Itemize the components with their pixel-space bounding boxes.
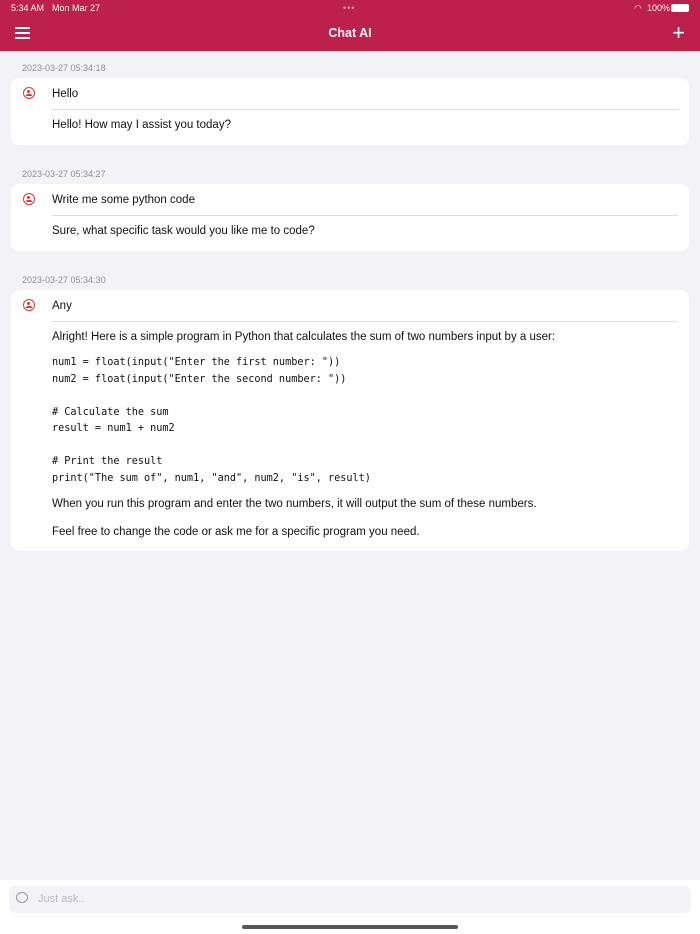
- ai-response-intro: Alright! Here is a simple program in Python that calculates the sum of two numbers input by a user:: [52, 331, 556, 343]
- user-message: Write me some python code: [52, 194, 195, 206]
- multitask-dots-icon[interactable]: •••: [343, 3, 356, 13]
- user-message: Hello: [52, 88, 79, 100]
- home-indicator[interactable]: [242, 925, 458, 929]
- user-message: Any: [52, 300, 72, 312]
- battery-level: 100%: [647, 3, 671, 13]
- new-chat-button[interactable]: +: [672, 20, 685, 45]
- message-timestamp: 2023-03-27 05:34:27: [22, 169, 106, 179]
- user-icon: [23, 299, 35, 311]
- battery-icon: [671, 4, 689, 12]
- ai-response-explanation: When you run this program and enter the two numbers, it will output the sum of these numbers.: [52, 498, 537, 510]
- ask-input-placeholder: Just ask..: [38, 893, 85, 905]
- ask-input[interactable]: [9, 886, 691, 913]
- page-title: Chat AI: [328, 26, 372, 40]
- status-time: 5:34 AM: [11, 3, 45, 13]
- user-icon: [23, 87, 35, 99]
- message-timestamp: 2023-03-27 05:34:30: [22, 275, 106, 285]
- chat-card: [11, 290, 689, 551]
- ai-response: Sure, what specific task would you like me to code?: [52, 225, 315, 237]
- user-icon: [23, 193, 35, 205]
- input-bar: [0, 880, 700, 934]
- message-timestamp: 2023-03-27 05:34:18: [22, 63, 106, 73]
- ai-response-outro: Feel free to change the code or ask me for a specific program you need.: [52, 526, 420, 538]
- chat-card: [11, 184, 689, 251]
- code-block: num1 = float(input("Enter the first number: ")) num2 = float(input("Enter the second number: ")) # Calculate the sum result = num1 + num2 # Print the result print("The sum of", num1, "and", num2, "is", result): [52, 357, 371, 484]
- navigation-bar: [0, 0, 700, 51]
- ai-response: Hello! How may I assist you today?: [52, 119, 231, 131]
- status-date: Mon Mar 27: [52, 3, 101, 13]
- chat-card: [11, 78, 689, 145]
- chat-bubble-icon: [16, 892, 28, 903]
- wifi-icon: ◠: [634, 3, 642, 13]
